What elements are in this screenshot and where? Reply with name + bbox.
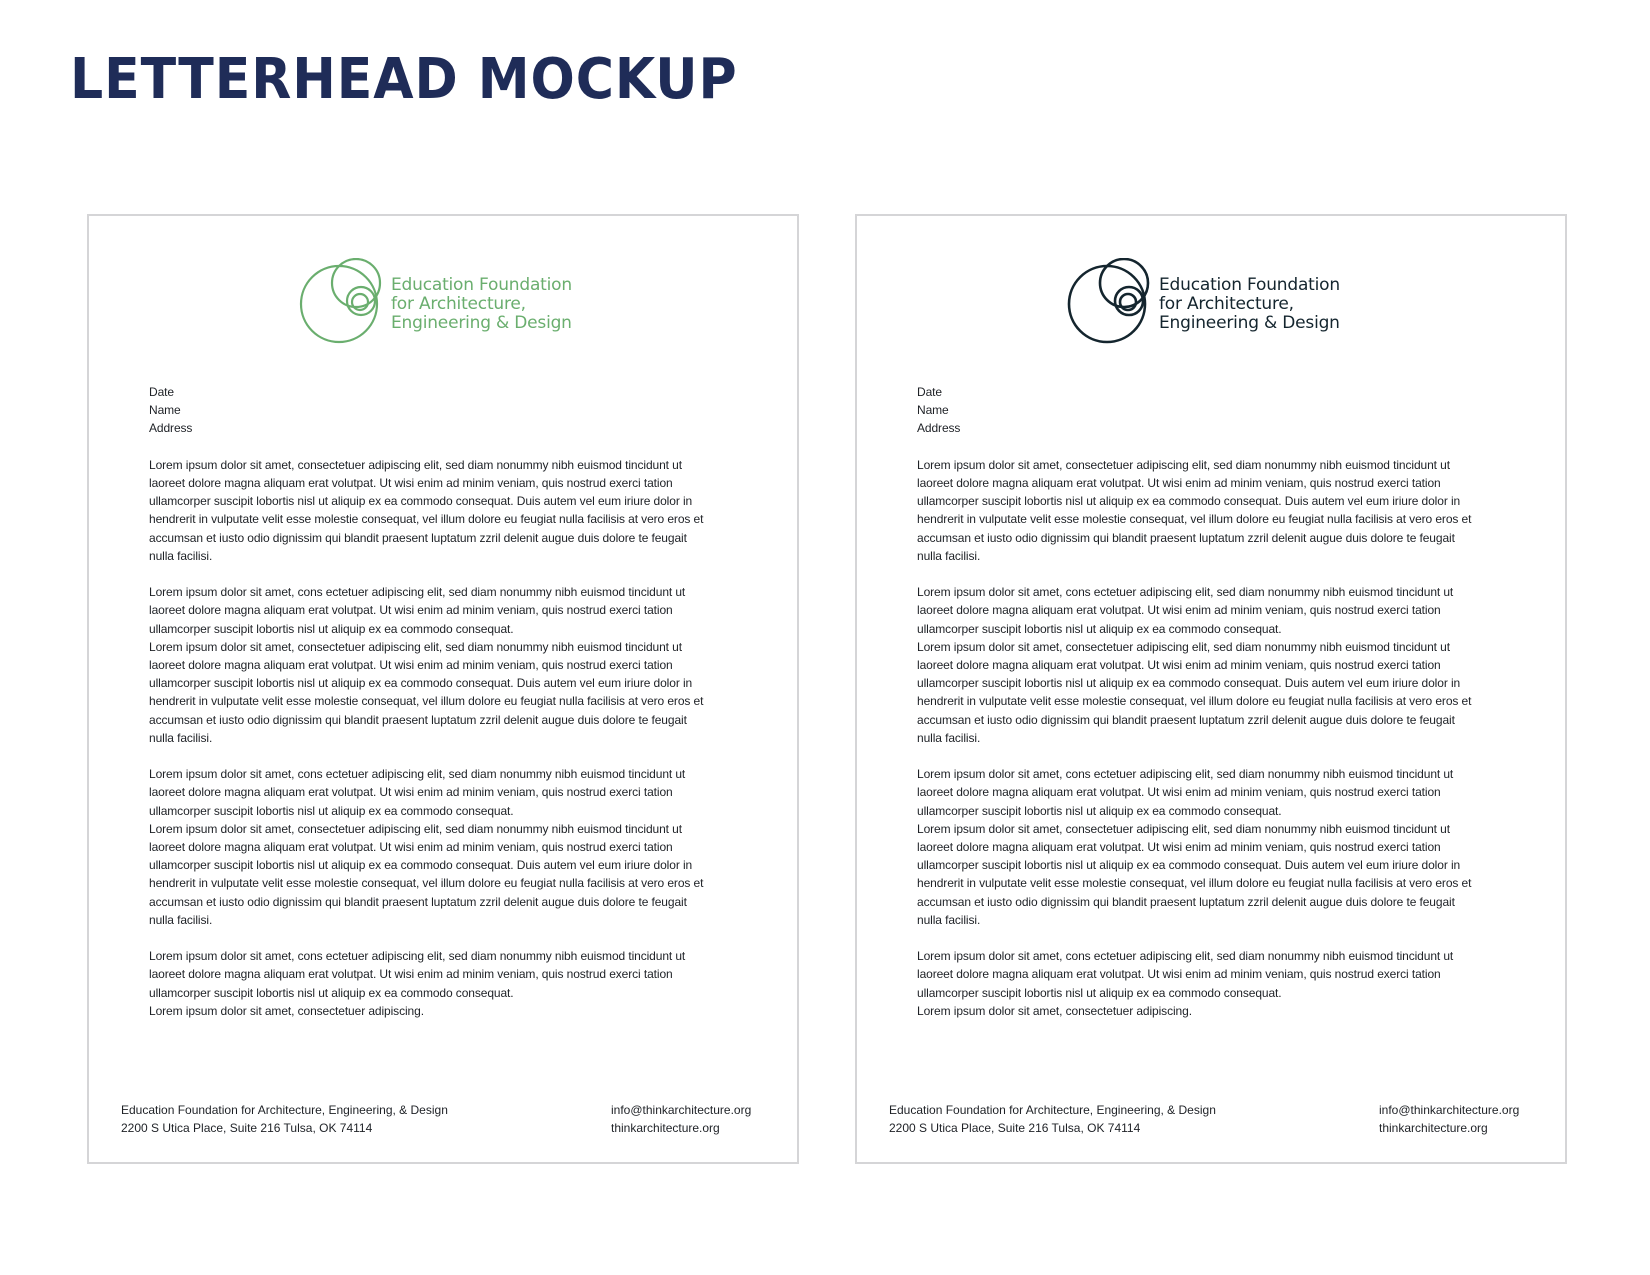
footer-email[interactable]: info@thinkarchitecture.org bbox=[611, 1103, 752, 1117]
logo-line-2: for Architecture, bbox=[1159, 294, 1294, 314]
body-line: hendrerit in vulputate velit esse molestie consequat, vel illum dolore eu feugiat nulla facilisis at vero eros et bbox=[149, 694, 704, 709]
address-line: Address bbox=[917, 421, 961, 436]
logo-line-2: for Architecture, bbox=[391, 294, 526, 314]
body-line: Lorem ipsum dolor sit amet, consectetuer adipiscing elit, sed diam nonummy nibh euismod tincidunt ut bbox=[149, 639, 682, 654]
letter-body bbox=[917, 383, 1517, 1020]
body-line: ullamcorper suscipit lobortis nisl ut aliquip ex ea commodo consequat. bbox=[149, 621, 514, 636]
body-line: ullamcorper suscipit lobortis nisl ut aliquip ex ea commodo consequat. Duis autem vel eum iriure dolor in bbox=[149, 676, 693, 691]
footer-org: Education Foundation for Architecture, Engineering, & Design bbox=[121, 1103, 448, 1117]
body-line: laoreet dolore magna aliquam erat volutpat. Ut wisi enim ad minim veniam, quis nostrud exerci tation bbox=[149, 785, 673, 800]
recipient-block bbox=[917, 383, 1517, 438]
body-line: ullamcorper suscipit lobortis nisl ut aliquip ex ea commodo consequat. bbox=[917, 803, 1282, 818]
footer-email[interactable]: info@thinkarchitecture.org bbox=[1379, 1103, 1520, 1117]
logo-line-1: Education Foundation bbox=[391, 275, 572, 295]
body-line: nulla facilisi. bbox=[149, 730, 213, 745]
recipient-block bbox=[149, 383, 749, 438]
rings-logo-icon bbox=[299, 258, 389, 348]
body-line: nulla facilisi. bbox=[917, 730, 981, 745]
body-line: Lorem ipsum dolor sit amet, cons ectetuer adipiscing elit, sed diam nonummy nibh euismod tincidunt ut bbox=[917, 585, 1454, 600]
body-line: laoreet dolore magna aliquam erat volutpat. Ut wisi enim ad minim veniam, quis nostrud exerci tation bbox=[149, 967, 673, 982]
footer-address: 2200 S Utica Place, Suite 216 Tulsa, OK 74114 bbox=[121, 1121, 373, 1135]
body-line: Lorem ipsum dolor sit amet, cons ectetuer adipiscing elit, sed diam nonummy nibh euismod tincidunt ut bbox=[917, 767, 1454, 782]
logo-line-1: Education Foundation bbox=[1159, 275, 1340, 295]
body-line: Lorem ipsum dolor sit amet, consectetuer adipiscing elit, sed diam nonummy nibh euismod tincidunt ut bbox=[917, 821, 1450, 836]
body-line: nulla facilisi. bbox=[917, 912, 981, 927]
letterhead-sheet-navy bbox=[855, 214, 1567, 1164]
body-line: ullamcorper suscipit lobortis nisl ut aliquip ex ea commodo consequat. bbox=[917, 985, 1282, 1000]
body-line: Lorem ipsum dolor sit amet, consectetuer adipiscing elit, sed diam nonummy nibh euismod tincidunt ut bbox=[917, 639, 1450, 654]
body-line: accumsan et iusto odio dignissim qui blandit praesent luptatum zzril delenit augue duis dolore te feugait bbox=[917, 894, 1455, 909]
logo-line-3: Engineering & Design bbox=[391, 313, 572, 333]
body-line: Lorem ipsum dolor sit amet, cons ectetuer adipiscing elit, sed diam nonummy nibh euismod tincidunt ut bbox=[149, 585, 686, 600]
body-line: accumsan et iusto odio dignissim qui blandit praesent luptatum zzril delenit augue duis dolore te feugait bbox=[149, 894, 687, 909]
body-line: laoreet dolore magna aliquam erat volutpat. Ut wisi enim ad minim veniam, quis nostrud exerci tation bbox=[917, 603, 1441, 618]
body-line: ullamcorper suscipit lobortis nisl ut aliquip ex ea commodo consequat. bbox=[149, 803, 514, 818]
body-line: nulla facilisi. bbox=[917, 548, 981, 563]
date-line: Date bbox=[149, 385, 174, 399]
letter-body bbox=[149, 383, 749, 1020]
body-line: Lorem ipsum dolor sit amet, cons ectetuer adipiscing elit, sed diam nonummy nibh euismod tincidunt ut bbox=[917, 949, 1454, 964]
body-text bbox=[917, 456, 1517, 1020]
footer-links bbox=[611, 1101, 751, 1137]
body-line: ullamcorper suscipit lobortis nisl ut aliquip ex ea commodo consequat. Duis autem vel eum iriure dolor in bbox=[149, 494, 693, 509]
logo-line-3: Engineering & Design bbox=[1159, 313, 1340, 333]
body-line: hendrerit in vulputate velit esse molestie consequat, vel illum dolore eu feugiat nulla facilisis at vero eros et bbox=[917, 694, 1472, 709]
body-line: laoreet dolore magna aliquam erat volutpat. Ut wisi enim ad minim veniam, quis nostrud exerci tation bbox=[917, 658, 1441, 673]
body-line: ullamcorper suscipit lobortis nisl ut aliquip ex ea commodo consequat. Duis autem vel eum iriure dolor in bbox=[917, 858, 1461, 873]
body-line: Lorem ipsum dolor sit amet, consectetuer adipiscing elit, sed diam nonummy nibh euismod tincidunt ut bbox=[149, 457, 682, 472]
body-line: Lorem ipsum dolor sit amet, cons ectetuer adipiscing elit, sed diam nonummy nibh euismod tincidunt ut bbox=[149, 949, 686, 964]
body-line: laoreet dolore magna aliquam erat volutpat. Ut wisi enim ad minim veniam, quis nostrud exerci tation bbox=[149, 476, 673, 490]
body-line: Lorem ipsum dolor sit amet, consectetuer adipiscing elit, sed diam nonummy nibh euismod tincidunt ut bbox=[917, 457, 1450, 472]
body-line: ullamcorper suscipit lobortis nisl ut aliquip ex ea commodo consequat. Duis autem vel eum iriure dolor in bbox=[917, 494, 1461, 509]
body-line: laoreet dolore magna aliquam erat volutpat. Ut wisi enim ad minim veniam, quis nostrud exerci tation bbox=[149, 603, 673, 618]
logo-wordmark bbox=[391, 276, 572, 333]
body-line: Lorem ipsum dolor sit amet, consectetuer adipiscing. bbox=[149, 1003, 424, 1018]
body-line: laoreet dolore magna aliquam erat volutpat. Ut wisi enim ad minim veniam, quis nostrud exerci tation bbox=[149, 658, 673, 673]
body-line: hendrerit in vulputate velit esse molestie consequat, vel illum dolore eu feugiat nulla facilisis at vero eros et bbox=[917, 512, 1472, 527]
body-line: accumsan et iusto odio dignissim qui blandit praesent luptatum zzril delenit augue duis dolore te feugait bbox=[917, 712, 1455, 727]
body-line: hendrerit in vulputate velit esse molestie consequat, vel illum dolore eu feugiat nulla facilisis at vero eros et bbox=[917, 876, 1472, 891]
logo-green bbox=[299, 258, 599, 348]
body-line: ullamcorper suscipit lobortis nisl ut aliquip ex ea commodo consequat. bbox=[149, 985, 514, 1000]
body-line: hendrerit in vulputate velit esse molestie consequat, vel illum dolore eu feugiat nulla facilisis at vero eros et bbox=[149, 876, 704, 891]
letterhead-sheet-green bbox=[87, 214, 799, 1164]
footer-links bbox=[1379, 1101, 1519, 1137]
body-line: Lorem ipsum dolor sit amet, cons ectetuer adipiscing elit, sed diam nonummy nibh euismod tincidunt ut bbox=[149, 767, 686, 782]
name-line: Name bbox=[149, 403, 181, 418]
date-line: Date bbox=[917, 385, 942, 399]
logo-navy bbox=[1067, 258, 1367, 348]
body-text bbox=[149, 456, 749, 1020]
body-line: ullamcorper suscipit lobortis nisl ut aliquip ex ea commodo consequat. Duis autem vel eum iriure dolor in bbox=[917, 676, 1461, 691]
body-line: accumsan et iusto odio dignissim qui blandit praesent luptatum zzril delenit augue duis dolore te feugait bbox=[149, 712, 687, 727]
footer-address: 2200 S Utica Place, Suite 216 Tulsa, OK 74114 bbox=[889, 1121, 1141, 1135]
body-line: nulla facilisi. bbox=[149, 548, 213, 563]
body-line: accumsan et iusto odio dignissim qui blandit praesent luptatum zzril delenit augue duis dolore te feugait bbox=[917, 530, 1455, 545]
rings-logo-icon bbox=[1067, 258, 1157, 348]
body-line: laoreet dolore magna aliquam erat volutpat. Ut wisi enim ad minim veniam, quis nostrud exerci tation bbox=[917, 967, 1441, 982]
footer-website[interactable]: thinkarchitecture.org bbox=[611, 1121, 720, 1135]
footer-org: Education Foundation for Architecture, Engineering, & Design bbox=[889, 1103, 1216, 1117]
name-line: Name bbox=[917, 403, 949, 418]
footer-website[interactable]: thinkarchitecture.org bbox=[1379, 1121, 1488, 1135]
body-line: laoreet dolore magna aliquam erat volutpat. Ut wisi enim ad minim veniam, quis nostrud exerci tation bbox=[149, 840, 673, 855]
logo-wordmark bbox=[1159, 276, 1340, 333]
page-title: LETTERHEAD MOCKUP bbox=[70, 47, 738, 112]
body-line: laoreet dolore magna aliquam erat volutpat. Ut wisi enim ad minim veniam, quis nostrud exerci tation bbox=[917, 785, 1441, 800]
footer-contact bbox=[121, 1101, 448, 1137]
body-line: laoreet dolore magna aliquam erat volutpat. Ut wisi enim ad minim veniam, quis nostrud exerci tation bbox=[917, 840, 1441, 855]
body-line: hendrerit in vulputate velit esse molestie consequat, vel illum dolore eu feugiat nulla facilisis at vero eros et bbox=[149, 512, 704, 527]
body-line: laoreet dolore magna aliquam erat volutpat. Ut wisi enim ad minim veniam, quis nostrud exerci tation bbox=[917, 476, 1441, 490]
body-line: ullamcorper suscipit lobortis nisl ut aliquip ex ea commodo consequat. bbox=[917, 621, 1282, 636]
body-line: Lorem ipsum dolor sit amet, consectetuer adipiscing elit, sed diam nonummy nibh euismod tincidunt ut bbox=[149, 821, 682, 836]
body-line: Lorem ipsum dolor sit amet, consectetuer adipiscing. bbox=[917, 1003, 1192, 1018]
footer-contact bbox=[889, 1101, 1216, 1137]
body-line: nulla facilisi. bbox=[149, 912, 213, 927]
body-line: accumsan et iusto odio dignissim qui blandit praesent luptatum zzril delenit augue duis dolore te feugait bbox=[149, 530, 687, 545]
address-line: Address bbox=[149, 421, 193, 436]
body-line: ullamcorper suscipit lobortis nisl ut aliquip ex ea commodo consequat. Duis autem vel eum iriure dolor in bbox=[149, 858, 693, 873]
